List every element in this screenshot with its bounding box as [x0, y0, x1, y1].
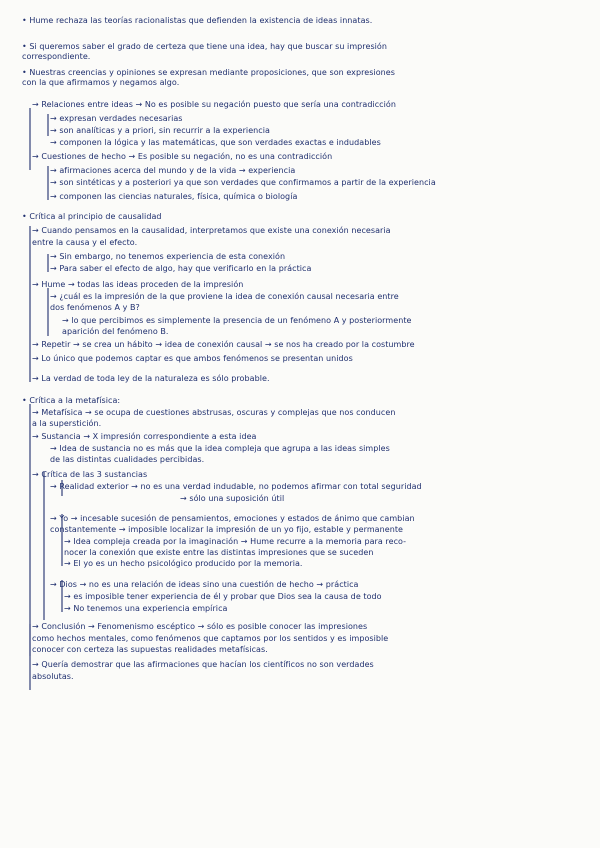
line-suposicion-util: → sólo una suposición útil: [180, 494, 285, 503]
heading-metafisica: • Crítica a la metafísica:: [22, 396, 121, 405]
line-dios-empirica: → No tenemos una experiencia empírica: [64, 604, 228, 613]
line-sin-embargo: → Sin embargo, no tenemos experiencia de esta conexión: [50, 252, 286, 261]
line-verdades-necesarias: → expresan verdades necesarias: [50, 114, 183, 123]
line-cual-impresion: → ¿cuál es la impresión de la que proviene la idea de conexión causal necesaria entre: [50, 292, 399, 301]
line-repetir-habito: → Repetir → se crea un hábito → idea de conexión causal → se nos ha creado por la costumbre: [32, 340, 415, 349]
line-percibimos: → lo que percibimos es simplemente la presencia de un fenómeno A y posteriormente: [62, 316, 412, 325]
line-sustancia: → Sustancia → X impresión correspondiente a esta idea: [32, 432, 257, 441]
line-afirmaciones-mundo: → afirmaciones acerca del mundo y de la vida → experiencia: [50, 166, 296, 175]
line-afirmamos: con la que afirmamos y negamos algo.: [22, 78, 180, 87]
line-hechos-mentales: como hechos mentales, como fenómenos que captamos por los sentidos y es imposible: [32, 634, 389, 643]
line-correspondiente: correspondiente.: [22, 52, 91, 61]
line-absolutas: absolutas.: [32, 672, 74, 681]
heading-causalidad: • Crítica al principio de causalidad: [22, 212, 162, 221]
line-realidad-exterior: → Realidad exterior → no es una verdad indudable, no podemos afirmar con total seguridad: [50, 482, 422, 491]
line-relaciones-ideas: → Relaciones entre ideas → No es posible su negación puesto que sería una contradicción: [32, 100, 396, 109]
line-idea-sustancia: → Idea de sustancia no es más que la idea compleja que agrupa a las ideas simples: [50, 444, 390, 453]
line-grado-certeza: • Si queremos saber el grado de certeza que tiene una idea, hay que buscar su impresión: [22, 42, 387, 51]
line-verificarlo: → Para saber el efecto de algo, hay que verificarlo en la práctica: [50, 264, 312, 273]
line-analiticas: → son analíticas y a priori, sin recurrir a la experiencia: [50, 126, 270, 135]
line-cuando-pensamos: → Cuando pensamos en la causalidad, interpretamos que existe una conexión necesaria: [32, 226, 391, 235]
line-supersticion: a la superstición.: [32, 419, 102, 428]
line-lo-unico: → Lo único que podemos captar es que ambos fenómenos se presentan unidos: [32, 354, 353, 363]
line-proposiciones: • Nuestras creencias y opiniones se expresan mediante proposiciones, que son expresiones: [22, 68, 395, 77]
line-dios-hecho: → Dios → no es una relación de ideas sino una cuestión de hecho → práctica: [50, 580, 359, 589]
line-conexion-impresiones: nocer la conexión que existe entre las distintas impresiones que se suceden: [64, 548, 374, 557]
line-logica-matematicas: → componen la lógica y las matemáticas, que son verdades exactas e indudables: [50, 138, 381, 147]
line-sinteticas: → son sintéticas y a posteriori ya que son verdades que confirmamos a partir de la experiencia: [50, 178, 436, 187]
heading-tres-sustancias: → Crítica de las 3 sustancias: [32, 470, 148, 479]
line-causa-efecto: entre la causa y el efecto.: [32, 238, 138, 247]
line-fenomenos-ab: dos fenómenos A y B?: [50, 303, 140, 312]
line-cuestiones-hecho: → Cuestiones de hecho → Es posible su negación, no es una contradicción: [32, 152, 333, 161]
line-dios-experiencia: → es imposible tener experiencia de él y probar que Dios sea la causa de todo: [64, 592, 382, 601]
line-hume-rechaza: • Hume rechaza las teorías racionalistas que defienden la existencia de ideas innatas.: [22, 16, 373, 25]
line-certeza-metafisica: conocer con certeza las supuestas realidades metafísicas.: [32, 645, 268, 654]
line-verdad-ley: → La verdad de toda ley de la naturaleza es sólo probable.: [32, 374, 270, 383]
line-cualidades: de las distintas cualidades percibidas.: [50, 455, 205, 464]
line-yo-sucesion: → Yo → incesable sucesión de pensamientos, emociones y estados de ánimo que cambian: [50, 514, 415, 523]
line-yo-imposible: constantemente → imposible localizar la impresión de un yo fijo, estable y permanente: [50, 525, 403, 534]
line-yo-memoria: → El yo es un hecho psicológico producido por la memoria.: [64, 559, 303, 568]
line-queria-demostrar: → Quería demostrar que las afirmaciones que hacían los científicos no son verdades: [32, 660, 374, 669]
line-fenomeno-b: aparición del fenómeno B.: [62, 327, 169, 336]
line-conclusion: → Conclusión → Fenomenismo escéptico → sólo es posible conocer las impresiones: [32, 622, 368, 631]
line-ciencias-naturales: → componen las ciencias naturales, física, química o biología: [50, 192, 298, 201]
line-hume-impresion: → Hume → todas las ideas proceden de la impresión: [32, 280, 244, 289]
line-metafisica-def: → Metafísica → se ocupa de cuestiones abstrusas, oscuras y complejas que nos conducen: [32, 408, 396, 417]
line-idea-compleja: → Idea compleja creada por la imaginación → Hume recurre a la memoria para reco-: [64, 537, 407, 546]
